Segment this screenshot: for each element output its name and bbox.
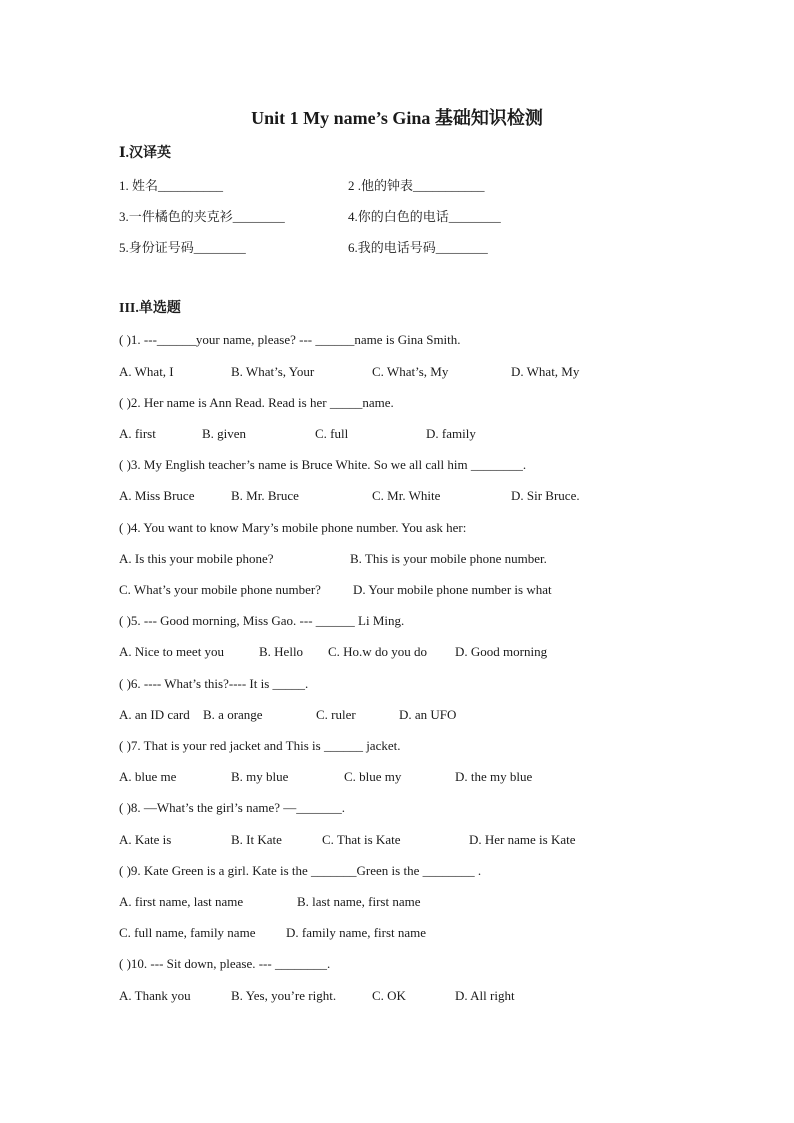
translation-item: 4.你的白色的电话________ (348, 209, 501, 224)
options-row (119, 892, 679, 912)
question-stem: ( )7. That is your red jacket and This is ______ jacket. (119, 738, 401, 753)
option: B. a orange (203, 707, 263, 722)
option: A. Thank you (119, 988, 191, 1003)
options-row (119, 642, 679, 662)
translation-item: 5.身份证号码________ (119, 240, 246, 255)
question-stem: ( )8. —What’s the girl’s name? —_______. (119, 800, 346, 815)
translation-row (119, 176, 679, 196)
option: C. blue my (344, 769, 402, 784)
option: B. Yes, you’re right. (231, 988, 337, 1003)
option: B. What’s, Your (231, 364, 315, 379)
question-stem: ( )9. Kate Green is a girl. Kate is the _______Green is the ________ . (119, 863, 482, 878)
option: A. first name, last name (119, 894, 244, 909)
translation-item: 1. 姓名__________ (119, 178, 224, 193)
option: C. ruler (316, 707, 356, 722)
option: A. Is this your mobile phone? (119, 551, 274, 566)
option: D. Her name is Kate (469, 832, 576, 847)
option: C. That is Kate (322, 832, 401, 847)
section-heading-translation: Ⅰ.汉译英 (119, 146, 172, 161)
option: D. What, My (511, 364, 580, 379)
translation-item: 2 .他的钟表___________ (348, 178, 485, 193)
option: B. my blue (231, 769, 289, 784)
question-stem: ( )3. My English teacher’s name is Bruce White. So we all call him ________. (119, 457, 527, 472)
options-row (119, 767, 679, 787)
option: C. full name, family name (119, 925, 256, 940)
options-row (119, 486, 679, 506)
option: D. Good morning (455, 644, 548, 659)
translation-row (119, 238, 679, 258)
options-row (119, 580, 679, 600)
option: A. first (119, 426, 156, 441)
option: A. Kate is (119, 832, 172, 847)
options-row (119, 549, 679, 569)
option: D. family (426, 426, 476, 441)
option: A. blue me (119, 769, 177, 784)
option: D. All right (455, 988, 515, 1003)
option: C. What’s your mobile phone number? (119, 582, 321, 597)
option: C. full (315, 426, 349, 441)
options-row (119, 705, 679, 725)
options-row (119, 986, 679, 1006)
option: B. This is your mobile phone number. (350, 551, 547, 566)
translation-row (119, 207, 679, 227)
page-title: Unit 1 My name’s Gina 基础知识检测 (251, 108, 543, 128)
option: B. Hello (259, 644, 304, 659)
option: A. Nice to meet you (119, 644, 225, 659)
options-row (119, 923, 679, 943)
options-row (119, 830, 679, 850)
option: A. an ID card (119, 707, 190, 722)
option: C. What’s, My (372, 364, 449, 379)
option: B. given (202, 426, 247, 441)
option: A. What, I (119, 364, 174, 379)
option: D. family name, first name (286, 925, 427, 940)
option: D. an UFO (399, 707, 457, 722)
question-stem: ( )1. ---______your name, please? --- ______name is Gina Smith. (119, 332, 461, 347)
option: B. It Kate (231, 832, 282, 847)
option: B. last name, first name (297, 894, 421, 909)
option: B. Mr. Bruce (231, 488, 299, 503)
options-row (119, 424, 679, 444)
option: D. Your mobile phone number is what (353, 582, 552, 597)
section-heading-multiple-choice: III.单选题 (119, 301, 181, 316)
question-stem: ( )5. --- Good morning, Miss Gao. --- ______ Li Ming. (119, 613, 405, 628)
option: D. Sir Bruce. (511, 488, 580, 503)
option: C. Mr. White (372, 488, 441, 503)
translation-item: 6.我的电话号码________ (348, 240, 488, 255)
question-stem: ( )2. Her name is Ann Read. Read is her _____name. (119, 395, 394, 410)
question-stem: ( )10. --- Sit down, please. --- ________. (119, 956, 331, 971)
translation-item: 3.一件橘色的夹克衫________ (119, 209, 285, 224)
option: A. Miss Bruce (119, 488, 195, 503)
options-row (119, 362, 679, 382)
option: C. Ho.w do you do (328, 644, 427, 659)
option: C. OK (372, 988, 406, 1003)
question-stem: ( )4. You want to know Mary’s mobile phone number. You ask her: (119, 520, 467, 535)
question-stem: ( )6. ---- What’s this?---- It is _____. (119, 676, 309, 691)
option: D. the my blue (455, 769, 533, 784)
